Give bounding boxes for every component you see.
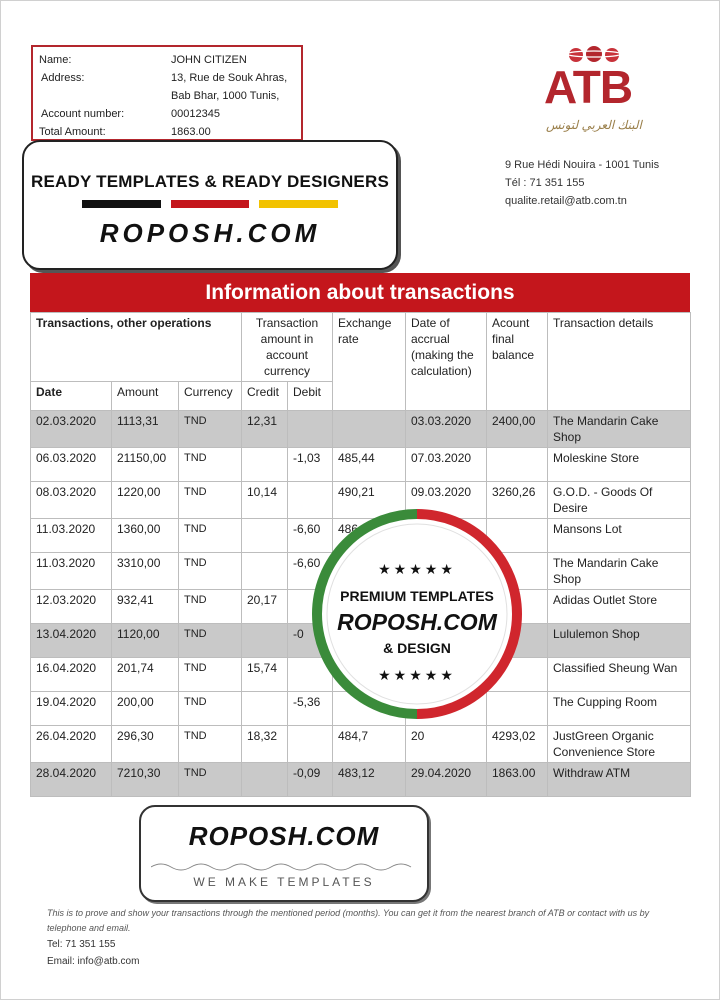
cell-debit: -1,03 — [288, 448, 333, 482]
cell-rate: 490,21 — [333, 482, 406, 519]
cell-accrual: 29.04.2020 — [406, 763, 487, 797]
header-transaction-amount: Transaction amount in account currency — [242, 313, 333, 382]
bottom-logo-tagline: WE MAKE TEMPLATES — [193, 875, 375, 889]
header-date-of-accrual: Date of accrual (making the calculation) — [406, 313, 487, 411]
header-amount: Amount — [112, 382, 179, 411]
seal-stars-top: ★★★★★ — [378, 562, 456, 578]
cell-amount: 932,41 — [112, 590, 179, 624]
header-exchange-rate: Exchange rate — [333, 313, 406, 411]
cell-date: 08.03.2020 — [31, 482, 112, 519]
cell-accrual: 03.03.2020 — [406, 411, 487, 448]
cell-currency: TND — [179, 411, 242, 448]
cell-credit — [242, 553, 288, 590]
cell-debit: -0 — [288, 624, 333, 658]
header-credit: Credit — [242, 382, 288, 411]
cell-currency: TND — [179, 624, 242, 658]
watermark-banner — [22, 140, 398, 270]
address-label: Address: — [41, 72, 85, 84]
cell-date: 11.03.2020 — [31, 519, 112, 553]
header-transaction-details: Transaction details — [548, 313, 691, 411]
cell-credit — [242, 519, 288, 553]
cell-details: The Mandarin Cake Shop — [548, 411, 691, 448]
cell-details: Mansons Lot — [548, 519, 691, 553]
cell-details: Lululemon Shop — [548, 624, 691, 658]
customer-info-box — [31, 45, 303, 141]
cell-accrual: 09.03.2020 — [406, 482, 487, 519]
cell-date: 06.03.2020 — [31, 448, 112, 482]
footer-email: Email: info@atb.com — [47, 956, 140, 967]
cell-credit: 10,14 — [242, 482, 288, 519]
cell-rate — [333, 411, 406, 448]
cell-date: 11.03.2020 — [31, 553, 112, 590]
bottom-logo-brand: ROPOSH.COM — [188, 821, 380, 851]
cell-balance: 4293,02 — [487, 726, 548, 763]
seal-line2: ROPOSH.COM — [337, 609, 497, 635]
header-debit: Debit — [288, 382, 333, 411]
stripe-red — [171, 200, 250, 208]
cell-debit — [288, 726, 333, 763]
cell-accrual: 20 — [406, 726, 487, 763]
cell-details: The Cupping Room — [548, 692, 691, 726]
cell-details: The Mandarin Cake Shop — [548, 553, 691, 590]
seal-line3: & DESIGN — [383, 640, 451, 656]
cell-details: JustGreen Organic Convenience Store — [548, 726, 691, 763]
cell-date: 26.04.2020 — [31, 726, 112, 763]
total-value: 1863.00 — [171, 126, 211, 138]
cell-balance: 2400,00 — [487, 411, 548, 448]
table-row — [31, 411, 691, 448]
cell-rate: 484,7 — [333, 726, 406, 763]
footer-tel: Tel: 71 351 155 — [47, 939, 116, 950]
header-date: Date — [31, 382, 112, 411]
cell-amount: 3310,00 — [112, 553, 179, 590]
cell-credit — [242, 692, 288, 726]
seal-ring-icon — [311, 508, 523, 720]
cell-details: G.O.D. - Goods Of Desire — [548, 482, 691, 519]
header-currency: Currency — [179, 382, 242, 411]
cell-date: 13.04.2020 — [31, 624, 112, 658]
cell-details: Adidas Outlet Store — [548, 590, 691, 624]
cell-amount: 1360,00 — [112, 519, 179, 553]
cell-date: 28.04.2020 — [31, 763, 112, 797]
cell-accrual: 07.03.2020 — [406, 448, 487, 482]
cell-balance — [487, 448, 548, 482]
cell-date: 19.04.2020 — [31, 692, 112, 726]
address-line1: 13, Rue de Souk Ahras, — [171, 72, 288, 84]
cell-details: Classified Sheung Wan — [548, 658, 691, 692]
stripe-black — [82, 200, 161, 208]
cell-currency: TND — [179, 482, 242, 519]
cell-currency: TND — [179, 692, 242, 726]
seal-line1: PREMIUM TEMPLATES — [340, 588, 494, 604]
banner-tagline: READY TEMPLATES & READY DESIGNERS — [31, 172, 389, 191]
cell-amount: 21150,00 — [112, 448, 179, 482]
table-title: Information about transactions — [30, 273, 690, 312]
cell-credit: 18,32 — [242, 726, 288, 763]
cell-credit: 20,17 — [242, 590, 288, 624]
cell-currency: TND — [179, 553, 242, 590]
cell-currency: TND — [179, 448, 242, 482]
account-value: 00012345 — [171, 108, 220, 120]
seal-stars-bottom: ★★★★★ — [378, 668, 456, 684]
cell-credit — [242, 763, 288, 797]
bottom-logo-box — [139, 805, 429, 902]
bank-email: qualite.retail@atb.com.tn — [505, 195, 627, 207]
cell-details: Moleskine Store — [548, 448, 691, 482]
cell-currency: TND — [179, 658, 242, 692]
cell-date: 02.03.2020 — [31, 411, 112, 448]
header-transactions: Transactions, other operations — [31, 313, 242, 382]
cell-amount: 1120,00 — [112, 624, 179, 658]
cell-balance: 1863.00 — [487, 763, 548, 797]
cell-credit — [242, 624, 288, 658]
cell-currency: TND — [179, 763, 242, 797]
name-value: JOHN CITIZEN — [171, 54, 247, 66]
cell-credit — [242, 448, 288, 482]
cell-date: 12.03.2020 — [31, 590, 112, 624]
table-row — [31, 726, 691, 763]
name-label: Name: — [39, 54, 72, 66]
atb-logo — [530, 42, 660, 142]
cell-amount: 296,30 — [112, 726, 179, 763]
bank-address: 9 Rue Hédi Nouira - 1001 Tunis — [505, 159, 660, 171]
cell-debit: -6,60 — [288, 519, 333, 553]
cell-rate: 483,12 — [333, 763, 406, 797]
table-row — [31, 448, 691, 482]
bank-contact-info — [505, 156, 659, 210]
cell-amount: 201,74 — [112, 658, 179, 692]
stripe-yellow — [259, 200, 338, 208]
cell-rate: 485,44 — [333, 448, 406, 482]
header-final-balance: Acount final balance — [487, 313, 548, 411]
cell-amount: 1220,00 — [112, 482, 179, 519]
cell-amount: 200,00 — [112, 692, 179, 726]
banner-brand: ROPOSH.COM — [99, 218, 321, 248]
cell-debit: -0,09 — [288, 763, 333, 797]
cell-amount: 7210,30 — [112, 763, 179, 797]
cell-currency: TND — [179, 726, 242, 763]
banner-stripes — [82, 200, 338, 208]
cell-credit: 12,31 — [242, 411, 288, 448]
cell-date: 16.04.2020 — [31, 658, 112, 692]
cell-balance: 3260,26 — [487, 482, 548, 519]
logo-wordmark: ATB — [544, 61, 633, 113]
cell-debit: -6,60 — [288, 553, 333, 590]
cell-credit: 15,74 — [242, 658, 288, 692]
address-line2: Bab Bhar, 1000 Tunis, — [171, 90, 280, 102]
bank-tel: Tél : 71 351 155 — [505, 177, 585, 189]
cell-details: Withdraw ATM — [548, 763, 691, 797]
account-label: Account number: — [41, 108, 125, 120]
footer-note: This is to prove and show your transactions through the mentioned period (months). You can get it from the nearest branch of ATB or contact with us by telephone and email. — [47, 908, 650, 933]
watermark-seal — [311, 508, 523, 720]
cell-debit — [288, 411, 333, 448]
footer-contact — [47, 936, 139, 970]
cell-amount: 1113,31 — [112, 411, 179, 448]
wave-line-icon — [151, 861, 417, 873]
table-row — [31, 763, 691, 797]
cell-rate: 486 — [333, 519, 406, 553]
cell-debit: -5,36 — [288, 692, 333, 726]
cell-currency: TND — [179, 590, 242, 624]
cell-currency: TND — [179, 519, 242, 553]
total-label: Total Amount: — [39, 126, 106, 138]
logo-arabic-text: البنك العربي لتونس — [546, 118, 642, 132]
